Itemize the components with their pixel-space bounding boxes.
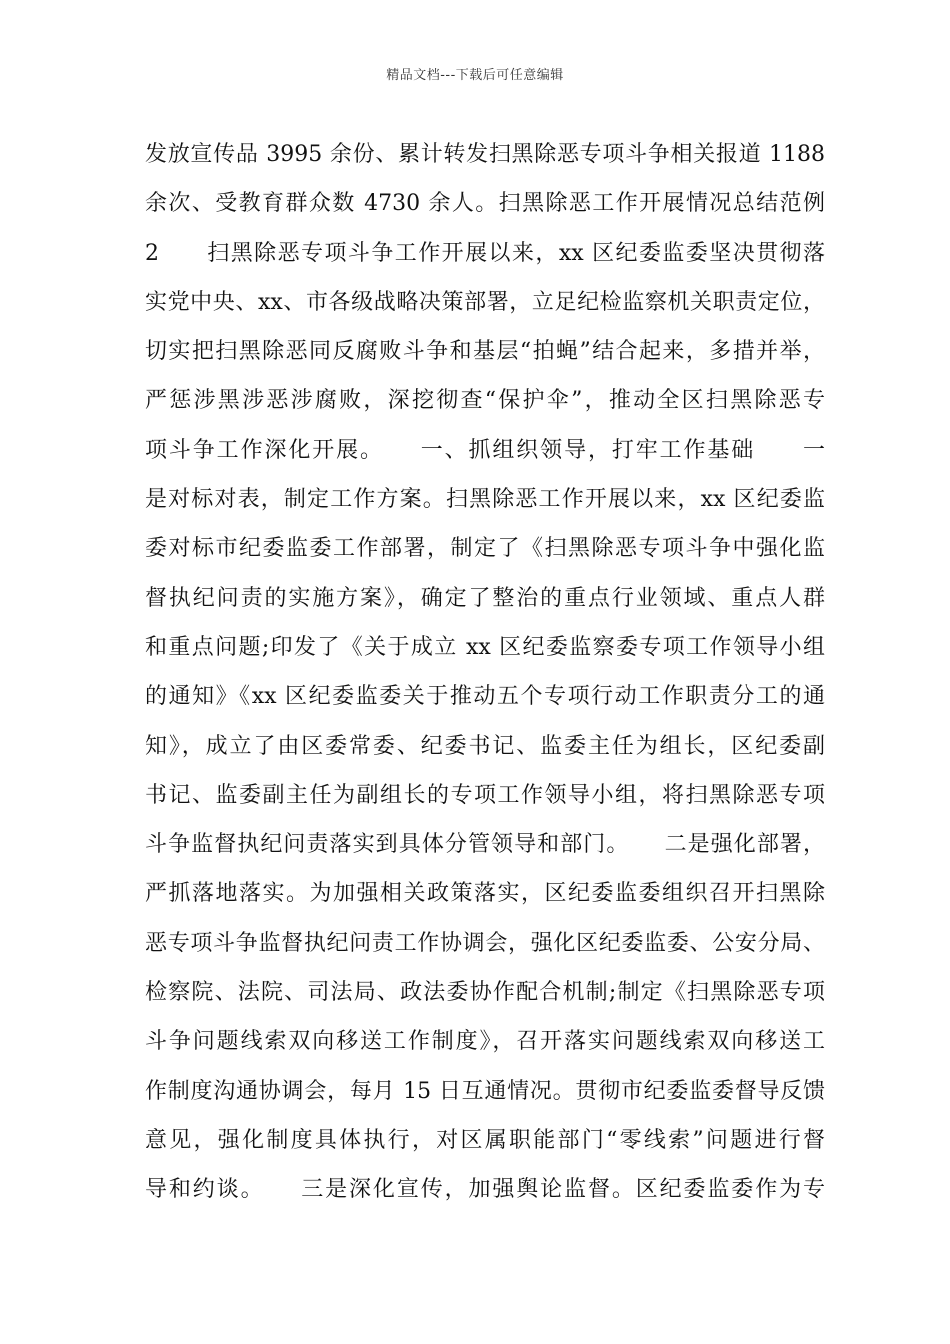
- text-line: 知》，成立了由区委常委、纪委书记、监委主任为组长，区纪委副: [145, 733, 825, 759]
- text-line: 2 扫黑除恶专项斗争工作开展以来，xx 区纪委监委坚决贯彻落: [145, 240, 825, 266]
- text-line: 委对标市纪委监委工作部署，制定了《扫黑除恶专项斗争中强化监: [145, 536, 825, 562]
- text-line: 严抓落地落实。为加强相关政策落实，区纪委监委组织召开扫黑除: [145, 881, 825, 907]
- text-line: 发放宣传品 3995 余份、累计转发扫黑除恶专项斗争相关报道 1188: [145, 142, 825, 167]
- text-line: 作制度沟通协调会，每月 15 日互通情况。贯彻市纪委监委督导反馈: [145, 1078, 825, 1104]
- text-line: 余次、受教育群众数 4730 余人。扫黑除恶工作开展情况总结范例: [145, 191, 825, 217]
- text-line: 意见，强化制度具体执行，对区属职能部门“零线索”问题进行督: [145, 1127, 825, 1153]
- text-line: 导和约谈。 三是深化宣传，加强舆论监督。区纪委监委作为专: [145, 1177, 825, 1203]
- text-line: 严惩涉黑涉恶涉腐败，深挖彻查“保护伞”，推动全区扫黑除恶专: [145, 388, 825, 414]
- text-line: 和重点问题;印发了《关于成立 xx 区纪委监察委专项工作领导小组: [145, 634, 825, 660]
- text-line: 的通知》《xx 区纪委监委关于推动五个专项行动工作职责分工的通: [145, 684, 825, 710]
- document-body: [145, 130, 825, 1215]
- text-line: 督执纪问责的实施方案》，确定了整治的重点行业领域、重点人群: [145, 585, 825, 611]
- text-line: 检察院、法院、司法局、政法委协作配合机制;制定《扫黑除恶专项: [145, 980, 825, 1006]
- text-line: 斗争监督执纪问责落实到具体分管领导和部门。 二是强化部署，: [145, 832, 825, 858]
- text-line: 项斗争工作深化开展。 一、抓组织领导，打牢工作基础 一: [145, 437, 825, 463]
- page-header: 精品文档---下载后可任意编辑: [386, 68, 564, 83]
- text-line: 实党中央、xx、市各级战略决策部署，立足纪检监察机关职责定位，: [145, 289, 825, 315]
- text-line: 恶专项斗争监督执纪问责工作协调会，强化区纪委监委、公安分局、: [145, 930, 825, 956]
- text-line: 切实把扫黑除恶同反腐败斗争和基层“拍蝇”结合起来，多措并举，: [145, 339, 825, 365]
- text-line: 书记、监委副主任为副组长的专项工作领导小组，将扫黑除恶专项: [145, 782, 825, 808]
- text-line: 斗争问题线索双向移送工作制度》，召开落实问题线索双向移送工: [145, 1029, 825, 1055]
- text-line: 是对标对表，制定工作方案。扫黑除恶工作开展以来，xx 区纪委监: [145, 487, 825, 513]
